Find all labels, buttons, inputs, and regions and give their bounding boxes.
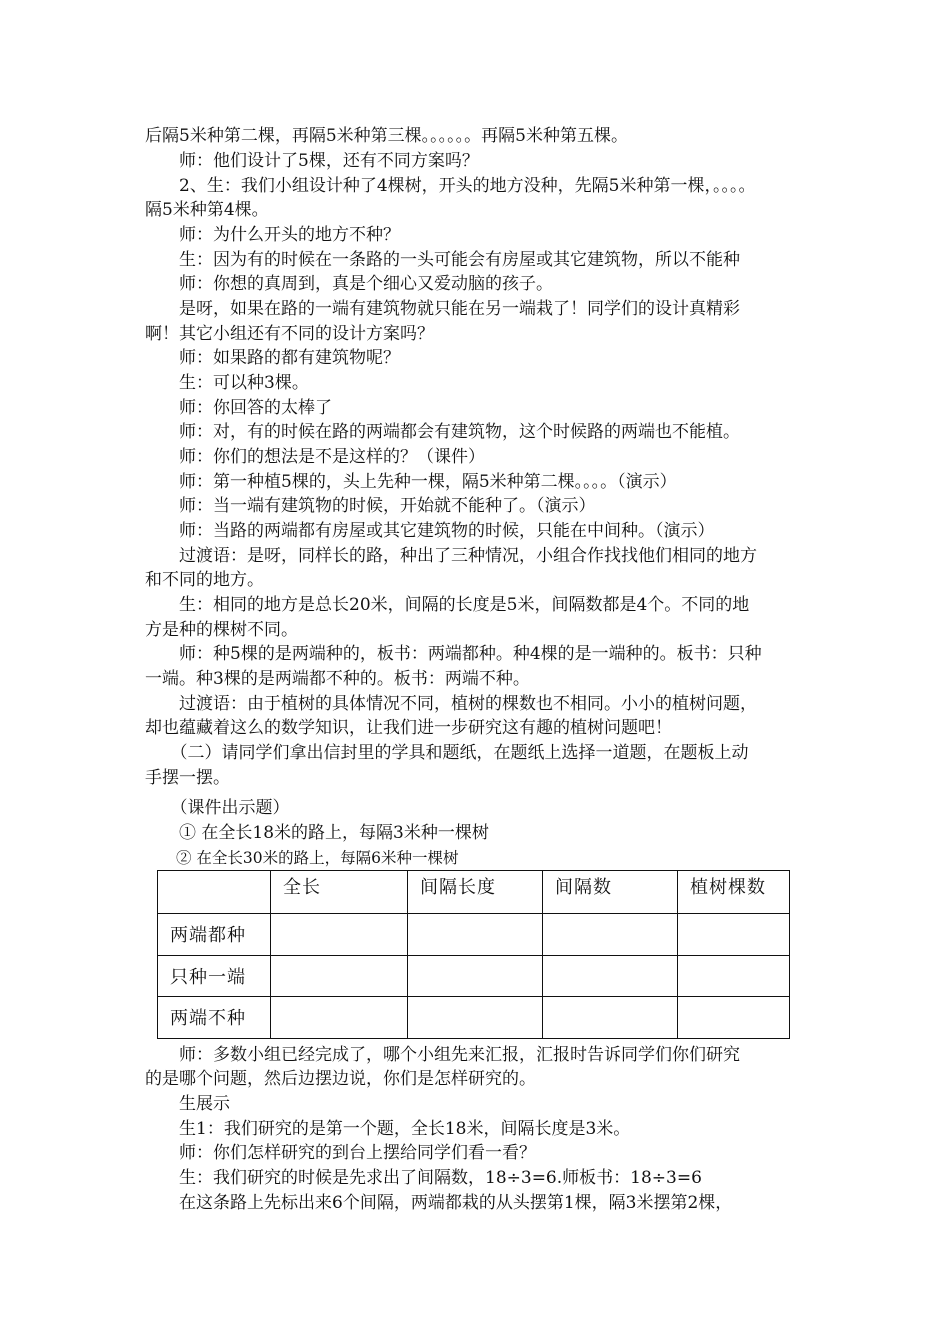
text-line: 一端。种3棵的是两端都不种的。板书：两端不种。 (145, 669, 530, 689)
text-line: 师：你回答的太棒了 (145, 398, 332, 418)
table-cell (271, 997, 408, 1039)
table-cell (408, 914, 543, 956)
text-line: 师：多数小组已经完成了，哪个小组先来汇报，汇报时告诉同学们你们研究 (145, 1045, 740, 1065)
table-cell (271, 914, 408, 956)
table-cell (271, 955, 408, 997)
text-line: 师：种5棵的是两端种的，板书：两端都种。种4棵的是一端种的。板书：只种 (145, 644, 762, 664)
text-line: 是呀，如果在路的一端有建筑物就只能在另一端栽了！同学们的设计真精彩 (145, 299, 740, 319)
text-line: 啊！其它小组还有不同的设计方案吗？ (145, 324, 434, 344)
table-row (158, 997, 790, 1039)
text-line: 师：当路的两端都有房屋或其它建筑物的时候，只能在中间种。（演示） (145, 521, 715, 541)
table-cell (543, 914, 678, 956)
row-label: 只种一端 (158, 955, 271, 997)
text-line: 在这条路上先标出来6个间隔，两端都栽的从头摆第1棵，隔3米摆第2棵， (145, 1193, 733, 1213)
text-line: 后隔5米种第二棵，再隔5米种第三棵。。。。。。再隔5米种第五棵。 (145, 126, 628, 146)
text-line: 却也蕴藏着这么的数学知识，让我们进一步研究这有趣的植树问题吧！ (145, 718, 672, 738)
text-line: （二）请同学们拿出信封里的学具和题纸，在题纸上选择一道题，在题板上动 (145, 743, 749, 763)
text-line: 生：相同的地方是总长20米，间隔的长度是5米，间隔数都是4个。不同的地 (145, 595, 750, 615)
row-label: 两端都种 (158, 914, 271, 956)
table-header-cell: 间隔数 (543, 871, 678, 914)
table-cell (678, 914, 790, 956)
problem-2: ② 在全长30米的路上，每隔6米种一棵树 (145, 849, 459, 867)
table-cell (678, 997, 790, 1039)
text-line: 2、生：我们小组设计种了4棵树，开头的地方没种，先隔5米种第一棵，。。。。 (145, 176, 756, 196)
text-line: 师：为什么开头的地方不种？ (145, 225, 400, 245)
text-line: 方是种的棵树不同。 (145, 620, 298, 640)
table-cell (678, 955, 790, 997)
table-row (158, 914, 790, 956)
table-row (158, 955, 790, 997)
text-line: 师：你想的真周到，真是个细心又爱动脑的孩子。 (145, 274, 553, 294)
planting-table (157, 870, 790, 1039)
table-cell (408, 955, 543, 997)
text-line: 师：你们怎样研究的到台上摆给同学们看一看？ (145, 1143, 536, 1163)
table-cell (543, 997, 678, 1039)
table-header-row (158, 871, 790, 914)
text-line: 生展示 (145, 1094, 230, 1114)
text-line: 生：我们研究的时候是先求出了间隔数，18÷3=6.师板书：18÷3=6 (145, 1168, 702, 1188)
text-line: 过渡语：由于植树的具体情况不同，植树的棵数也不相同。小小的植树问题， (145, 694, 757, 714)
table-header-cell (158, 871, 271, 914)
table-header-cell: 间隔长度 (408, 871, 543, 914)
problem-1: ① 在全长18米的路上，每隔3米种一棵树 (145, 823, 489, 843)
text-line: 师：第一种植5棵的，头上先种一棵，隔5米种第二棵。。。。（演示） (145, 472, 677, 492)
text-line: 师：你们的想法是不是这样的？（课件） (145, 447, 485, 467)
table-header-cell: 植树棵数 (678, 871, 790, 914)
table-header-cell: 全长 (271, 871, 408, 914)
text-line: 手摆一摆。 (145, 768, 230, 788)
text-line: 师：对，有的时候在路的两端都会有建筑物，这个时候路的两端也不能植。 (145, 422, 740, 442)
row-label: 两端不种 (158, 997, 271, 1039)
text-line: 生：可以种3棵。 (145, 373, 309, 393)
text-line: 和不同的地方。 (145, 570, 264, 590)
text-line: （课件出示题） (145, 798, 290, 818)
text-line: 生：因为有的时候在一条路的一头可能会有房屋或其它建筑物，所以不能种 (145, 250, 740, 270)
table-cell (543, 955, 678, 997)
text-line: 隔5米种第4棵。 (145, 200, 269, 220)
text-line: 过渡语：是呀，同样长的路，种出了三种情况，小组合作找找他们相同的地方 (145, 546, 757, 566)
text-line: 师：当一端有建筑物的时候，开始就不能种了。（演示） (145, 496, 596, 516)
text-line: 生1：我们研究的是第一个题，全长18米，间隔长度是3米。 (145, 1119, 631, 1139)
text-line: 师：如果路的都有建筑物呢？ (145, 348, 400, 368)
text-line: 师：他们设计了5棵，还有不同方案吗？ (145, 151, 479, 171)
table-cell (408, 997, 543, 1039)
text-line: 的是哪个问题，然后边摆边说，你们是怎样研究的。 (145, 1069, 536, 1089)
